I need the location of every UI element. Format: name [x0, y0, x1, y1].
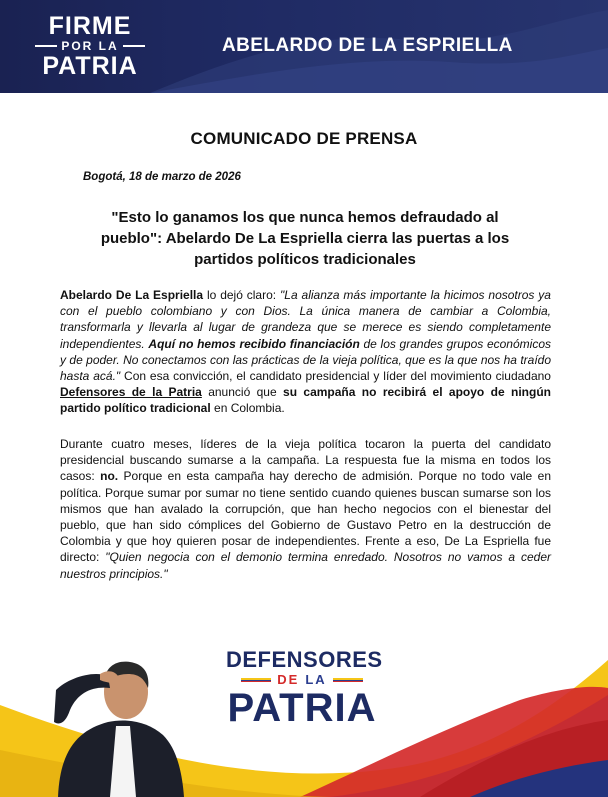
- p1-text-3: anunció que: [201, 385, 284, 400]
- document-title: COMUNICADO DE PRENSA: [190, 129, 418, 148]
- saluting-candidate-silhouette: [48, 630, 188, 797]
- p1-text-4: en Colombia.: [210, 401, 285, 416]
- movement-name: Defensores de la Patria: [60, 385, 202, 400]
- p1-text-2: Con esa convicción, el candidato presidencial y líder del movimiento ciudadano: [120, 369, 551, 384]
- p1-speaker: Abelardo De La Espriella: [60, 288, 204, 302]
- p1-text: lo dejó claro:: [203, 288, 281, 302]
- brand-la-text: LA: [305, 672, 327, 687]
- p2-text: Durante cuatro meses, líderes de la vieja política tocaron la puerta del candidato presidencial buscando sumarse a la campaña. La respuesta fue la misma en todos los casos:: [60, 437, 551, 484]
- logo-por-la-text: POR LA: [61, 39, 119, 53]
- dateline: Bogotá, 18 de marzo de 2026: [83, 171, 241, 183]
- p1-quote: "La alianza más importante la hicimos nosotros ya con el pueblo colombiano y con Dios. La única manera de cambiar a Colombia, transformarla y llevarla al lugar de grandeza que se merece es siendo completamente independientes.: [60, 288, 551, 351]
- logo-bar-left: [35, 45, 57, 47]
- p1-key-statement: su campaña no recibirá el apoyo de ningún partido político tradicional: [60, 385, 551, 416]
- defensores-de-la-patria-logo: [226, 647, 383, 730]
- header-banner: [0, 0, 608, 93]
- logo-word-patria: PATRIA: [42, 52, 138, 80]
- paragraph-1: [60, 287, 551, 417]
- p1-quote-emphasis: Aquí no hemos recibido financiación: [148, 336, 360, 351]
- p2-answer: no.: [100, 469, 119, 484]
- p1-quote-cont: de los grandes grupos económicos y de poder. No conectamos con las prácticas de la vieja política, que es la que nos ha traído hasta acá.": [60, 336, 551, 384]
- candidate-name: ABELARDO DE LA ESPRIELLA: [222, 35, 513, 56]
- brand-stripe-right: [333, 678, 363, 682]
- p2-quote: "Quien negocia con el demonio termina enredado. Nosotros no vamos a ceder nuestros principios.": [60, 550, 551, 581]
- logo-word-por-la: [34, 39, 146, 53]
- brand-stripe-left: [241, 678, 271, 682]
- paragraph-2: [60, 436, 551, 582]
- p2-text-2: Porque en esta campaña hay derecho de admisión. Porque no todo vale en política. Porque sumar por sumar no tiene sentido cuando quienes buscan sumarse son los mismos que han avalado la corrupción, que han hecho negocios con el bienestar del pueblo, que han sido cómplices del Gobierno de Gustavo Petro en la destrucción de Colombia y que hoy quieren posar de independientes. Frente a eso, De La Espriella fue directo:: [60, 469, 552, 565]
- footer-artwork: [0, 600, 608, 797]
- brand-word-defensores: DEFENSORES: [226, 647, 383, 672]
- brand-word-patria: PATRIA: [227, 686, 377, 730]
- brand-de-text: DE: [277, 672, 300, 687]
- logo-bar-right: [123, 45, 145, 47]
- logo-word-firme: FIRME: [48, 12, 132, 40]
- campaign-logo: [34, 13, 146, 81]
- headline: "Esto lo ganamos los que nunca hemos defraudado al pueblo": Abelardo De La Espriella cierra las puertas a los partidos políticos tradicionales: [100, 209, 510, 268]
